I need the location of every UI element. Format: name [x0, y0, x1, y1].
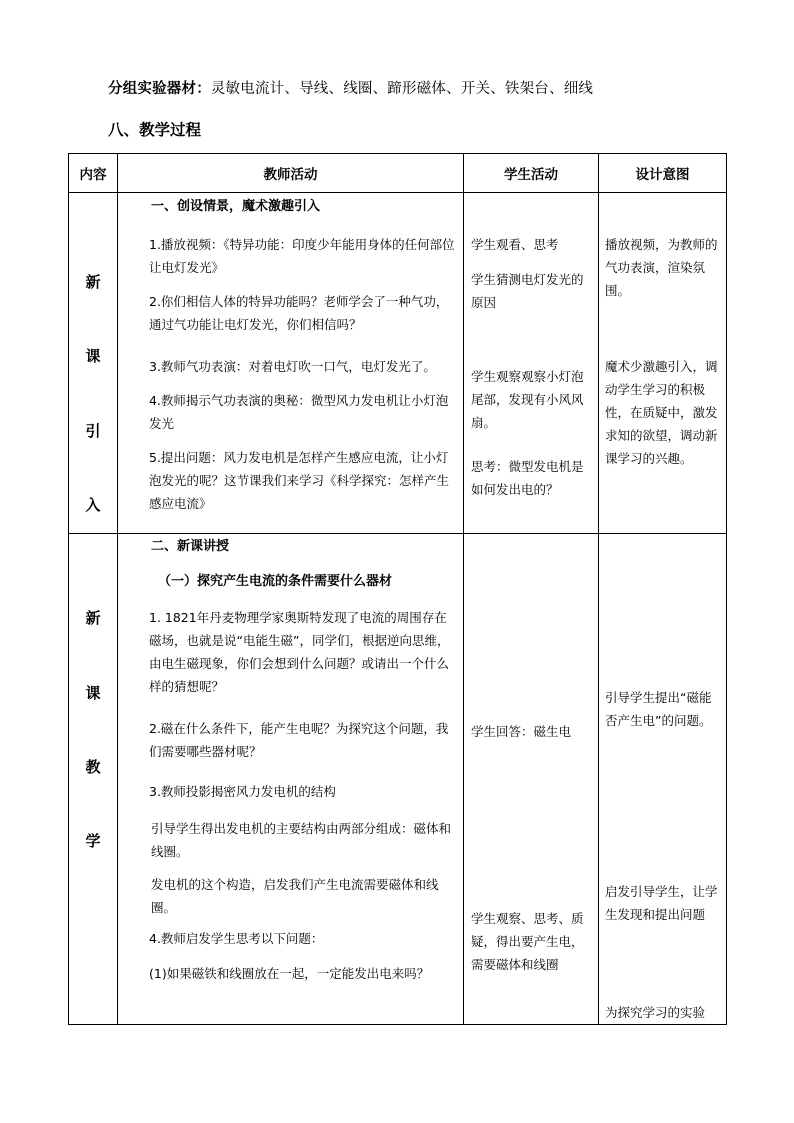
teacher-heading: 一、创设情景，魔术激趣引入	[151, 199, 321, 214]
teacher-activity-cell	[118, 193, 464, 534]
row-label-char: 学	[85, 832, 101, 850]
student-text: 思考：微型发电机是如何发出电的？	[471, 459, 584, 497]
intent-text: 为探究学习的实验	[605, 1005, 706, 1020]
row-label-char: 教	[85, 758, 101, 776]
teacher-text: 3.教师投影揭密风力发电机的结构	[149, 784, 336, 799]
teacher-text: 引导学生得出发电机的主要结构由两部分组成：磁体和线圈。	[151, 821, 452, 859]
teacher-text: (1)如果磁铁和线圈放在一起，一定能发出电来吗？	[149, 966, 430, 981]
row-label-char: 引	[85, 422, 101, 440]
materials-line	[108, 77, 593, 98]
student-text: 学生观察、思考、质疑，得出要产生电，需要磁体和线圈	[471, 911, 584, 972]
row-label-char: 入	[85, 496, 101, 514]
teacher-activity-cell	[118, 534, 464, 1025]
teacher-text: 发电机的这个构造，启发我们产生电流需要磁体和线圈。	[151, 877, 439, 915]
student-activity-cell	[464, 193, 599, 534]
student-text: 学生观察观察小灯泡尾部，发现有小风风扇。	[471, 369, 584, 430]
table-header-row	[69, 154, 727, 193]
materials-items: 灵敏电流计、导线、线圈、蹄形磁体、开关、铁架台、细线	[210, 81, 594, 97]
intent-text: 播放视频，为教师的气功表演，渲染氛围。	[605, 237, 718, 298]
intent-text: 魔术少激趣引入，调动学生学习的积极性，在质疑中，激发求知的欲望，调动新课学习的兴趣。	[605, 359, 718, 466]
row-label-char: 课	[85, 347, 101, 365]
header-content: 内容	[69, 154, 118, 193]
student-text: 学生回答：磁生电	[471, 724, 572, 739]
student-activity-cell	[464, 534, 599, 1025]
table-row	[69, 534, 727, 1025]
intent-text: 引导学生提出“磁能否产生电”的问题。	[605, 690, 712, 728]
design-intent-cell	[599, 193, 727, 534]
materials-label: 分组实验器材：	[108, 81, 211, 97]
intent-text: 启发引导学生，让学生发现和提出问题	[605, 884, 718, 922]
teacher-text: 2.磁在什么条件下，能产生电呢？为探究这个问题，我们需要哪些器材呢？	[149, 721, 449, 759]
row-label-cell	[69, 193, 118, 534]
header-teacher: 教师活动	[118, 154, 464, 193]
teacher-text: 2.你们相信人体的特异功能吗？老师学会了一种气功，通过气功能让电灯发光，你们相信吗？	[149, 294, 449, 332]
teaching-process-table	[68, 153, 727, 1025]
table-row	[69, 193, 727, 534]
student-text: 学生猜测电灯发光的原因	[471, 272, 584, 310]
row-label-cell	[69, 534, 118, 1025]
header-student: 学生活动	[464, 154, 599, 193]
teacher-text: 4.教师启发学生思考以下问题：	[149, 931, 324, 946]
section-title: 八、教学过程	[108, 121, 202, 139]
teacher-subheading: （一）探究产生电流的条件需要什么器材	[158, 574, 393, 589]
student-text: 学生观看、思考	[471, 237, 559, 252]
design-intent-cell	[599, 534, 727, 1025]
teacher-text: 4.教师揭示气功表演的奥秘：微型风力发电机让小灯泡发光	[149, 393, 449, 431]
teacher-text: 3.教师气功表演：对着电灯吹一口气，电灯发光了。	[149, 359, 436, 374]
header-intent: 设计意图	[599, 154, 727, 193]
row-label-char: 新	[85, 609, 101, 627]
teacher-heading: 二、新课讲授	[151, 539, 230, 554]
teacher-text: 1.播放视频：《特异功能：印度少年能用身体的任何部位让电灯发光》	[149, 237, 455, 275]
row-label-char: 新	[85, 273, 101, 291]
teacher-text: 1. 1821年丹麦物理学家奥斯特发现了电流的周围存在磁场，也就是说“电能生磁”，同学们，根据逆向思维，由电生磁现象，你们会想到什么问题？或请出一个什么样的猜想呢？	[149, 610, 450, 694]
teacher-text: 5.提出问题：风力发电机是怎样产生感应电流，让小灯泡发光的呢？这节课我们来学习《科学探究：怎样产生感应电流》	[149, 450, 450, 511]
row-label-char: 课	[85, 684, 101, 702]
